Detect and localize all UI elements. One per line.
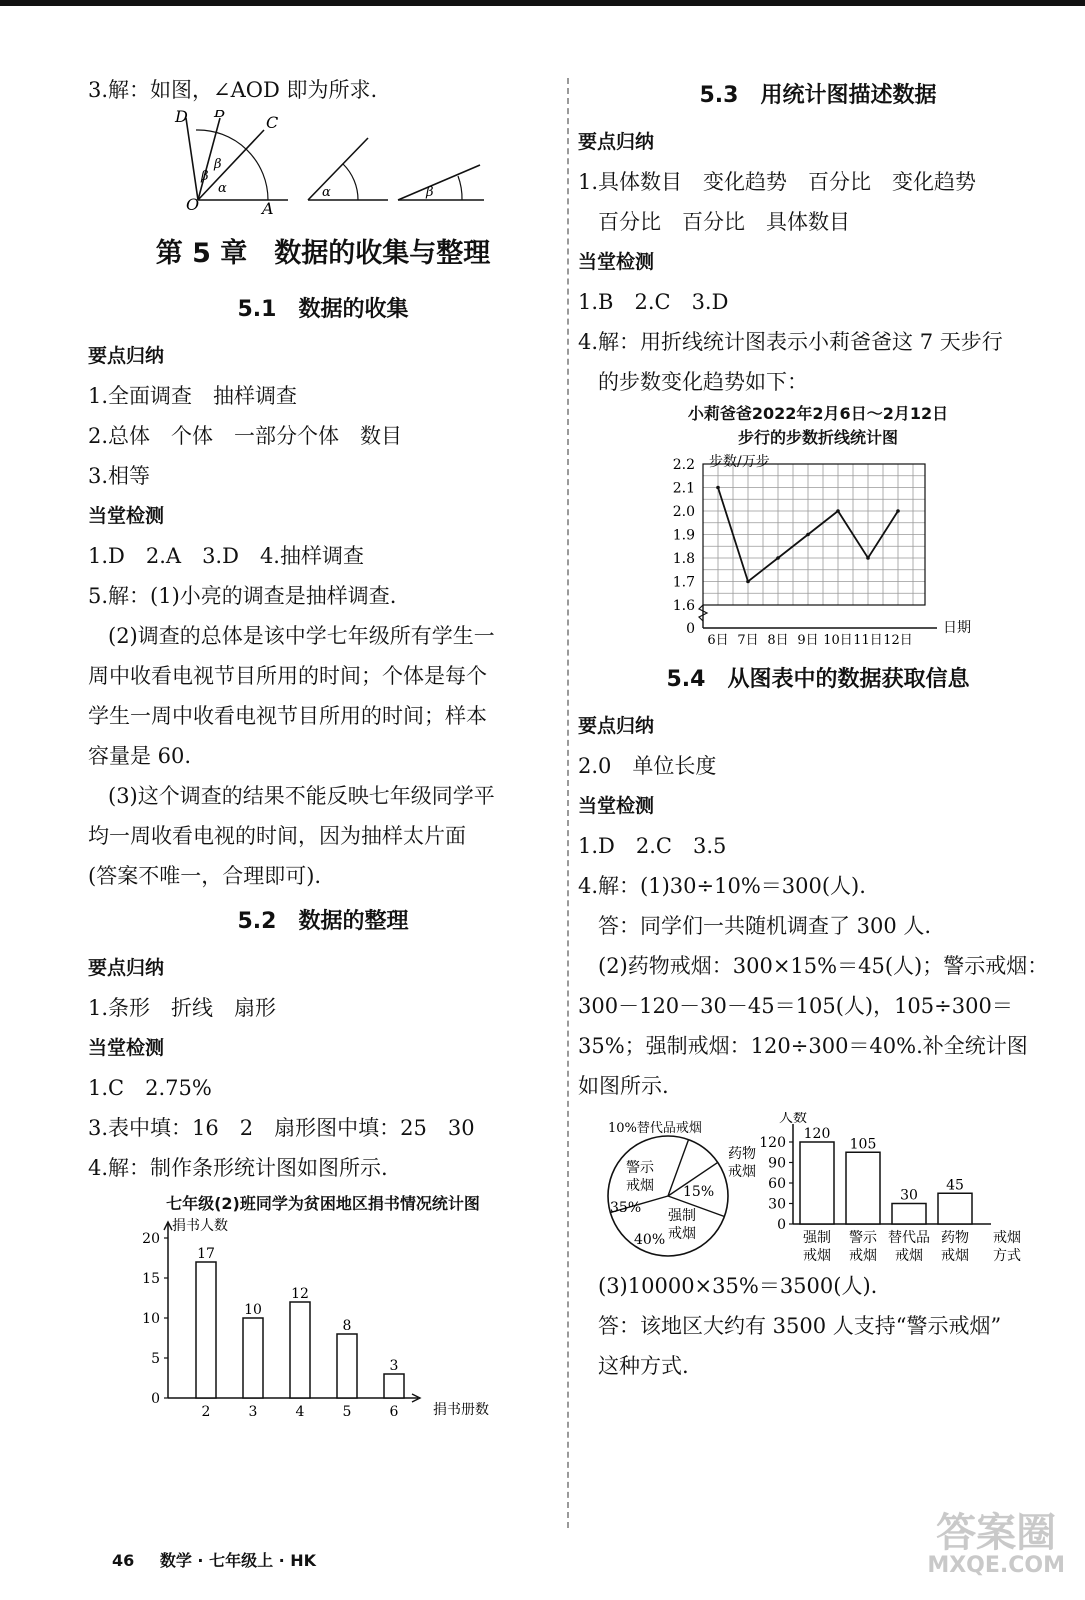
smoke-y-tick-label: 0	[777, 1217, 786, 1233]
top-rule	[0, 0, 1085, 6]
s52-line-3: 3.表中填：16 2 扇形图中填：25 30	[88, 1116, 475, 1140]
smoke-bar	[938, 1193, 972, 1224]
s51-line-12: (答案不唯一，合理即可).	[88, 864, 322, 888]
book-x-tick-label: 3	[248, 1404, 258, 1416]
step-y-tick-label: 1.7	[672, 574, 695, 591]
step-y-tick-label: 1.6	[672, 598, 695, 614]
q3-angle: 3.解：如图，∠AOD 即为所求.	[88, 78, 378, 102]
s54-key-points: 要点归纳	[578, 715, 655, 737]
step-point	[716, 486, 720, 490]
smoke-x-label: 方式	[993, 1248, 1021, 1262]
smoke-y-tick-label: 90	[768, 1155, 786, 1172]
s53-line-5: 的步数变化趋势如下：	[598, 370, 808, 394]
s53-line-3: 1.B 2.C 3.D	[578, 290, 729, 314]
book-x-tick-label: 4	[295, 1404, 305, 1416]
s54-line-5: (2)药物戒烟：300×15%＝45(人)；警示戒烟：	[598, 954, 1049, 978]
step-x-tick-label: 8日	[767, 633, 789, 648]
label-d: D	[175, 110, 188, 126]
step-x-label: 日期	[943, 620, 971, 636]
s54-line-2: 1.D 2.C 3.5	[578, 834, 727, 858]
s53-check: 当堂检测	[578, 251, 655, 273]
step-y-tick-label: 2.1	[672, 480, 695, 497]
label-beta-1: β	[201, 169, 209, 184]
book-y-label: 捐书人数	[172, 1218, 228, 1234]
step-point	[866, 556, 870, 560]
s54-line-6: 300－120－30－45＝105(人)，105÷300＝	[578, 994, 1013, 1018]
s51-line-11: 均一周收看电视的时间，因为抽样太片面	[88, 824, 466, 848]
step-point	[746, 580, 750, 584]
page-number: 46	[112, 1551, 135, 1570]
smoking-bar-chart	[759, 1112, 1021, 1262]
section-5-2-title: 5.2 数据的整理	[237, 909, 409, 934]
pie-label-drug-2: 戒烟	[728, 1164, 756, 1180]
step-x-tick-label: 12日	[883, 633, 913, 648]
book-bar-value: 3	[389, 1358, 399, 1374]
smoke-bar-value: 105	[849, 1136, 877, 1153]
book-bar-value: 8	[342, 1318, 352, 1334]
s51-line-8: 学生一周中收看电视节目所用的时间；样本	[88, 704, 487, 728]
book-bar	[337, 1334, 357, 1398]
book-info: 数学 · 七年级上 · HK	[159, 1551, 317, 1570]
step-y-tick-label: 1.8	[672, 551, 695, 567]
smoke-bar	[892, 1204, 926, 1225]
label-beta-3: β	[426, 185, 434, 200]
step-x-tick-label: 9日	[797, 633, 819, 648]
smoke-x-tick-label: 警示	[849, 1230, 877, 1246]
watermark	[927, 1512, 1065, 1578]
book-chart-title: 七年级(2)班同学为贫困地区捐书情况统计图	[166, 1194, 480, 1213]
s51-line-2: 2.总体 个体 一部分个体 数目	[88, 424, 403, 448]
pie-label-force-pct: 40%	[634, 1232, 666, 1248]
s52-line-4: 4.解：制作条形统计图如图所示.	[88, 1156, 388, 1180]
smoke-x-tick-label: 药物	[941, 1230, 969, 1246]
column-divider	[567, 78, 569, 1528]
s51-line-10: (3)这个调查的结果不能反映七年级同学平	[108, 784, 495, 808]
s52-line-1: 1.条形 折线 扇形	[88, 996, 277, 1020]
book-bar	[196, 1262, 216, 1398]
s53-key-points: 要点归纳	[578, 131, 655, 153]
s53-line-1: 1.具体数目 变化趋势 百分比 变化趋势	[578, 170, 977, 194]
step-chart-subtitle: 步行的步数折线统计图	[737, 428, 898, 447]
smoke-y-tick-label: 30	[768, 1196, 786, 1213]
step-y-tick-label: 0	[686, 621, 695, 637]
step-x-tick-label: 7日	[737, 633, 759, 648]
pie-label-drug-pct: 15%	[683, 1184, 715, 1200]
book-y-tick-label: 0	[151, 1391, 160, 1407]
book-bar	[243, 1318, 263, 1398]
section-5-4-title: 5.4 从图表中的数据获取信息	[666, 667, 970, 692]
book-bar	[290, 1302, 310, 1398]
label-beta-2: β	[214, 157, 222, 172]
smoke-x-label: 戒烟	[993, 1230, 1021, 1246]
s51-line-7: 周中收看电视节目所用的时间；个体是每个	[88, 664, 487, 688]
s52-check: 当堂检测	[88, 1037, 165, 1059]
s54-line-9: (3)10000×35%＝3500(人).	[598, 1274, 878, 1298]
book-x-tick-label: 5	[342, 1404, 352, 1416]
smoke-x-tick-label: 替代品	[888, 1230, 930, 1246]
pie-label-warn-1: 警示	[626, 1160, 654, 1176]
s52-line-2: 1.C 2.75%	[88, 1076, 212, 1100]
section-5-1-title: 5.1 数据的收集	[237, 297, 409, 322]
watermark-line-1: 答案圈	[936, 1510, 1057, 1556]
figure-aod	[174, 110, 288, 218]
pie-label-force-1: 强制	[668, 1208, 696, 1224]
s51-line-5: 5.解：(1)小亮的调查是抽样调查.	[88, 584, 397, 608]
section-5-3-title: 5.3 用统计图描述数据	[699, 83, 937, 108]
label-a: A	[262, 199, 274, 218]
smoke-bar	[800, 1142, 834, 1224]
step-y-tick-label: 2.0	[672, 504, 695, 520]
step-point	[776, 556, 780, 560]
label-alpha-2: α	[322, 185, 331, 200]
step-point	[836, 509, 840, 513]
step-y-tick-label: 1.9	[672, 527, 695, 544]
left-column	[88, 70, 558, 1420]
step-point	[806, 533, 810, 537]
book-y-tick-label: 10	[142, 1311, 160, 1327]
right-column	[578, 70, 1058, 1386]
s51-line-9: 容量是 60.	[88, 744, 192, 768]
book-y-tick-label: 20	[142, 1231, 160, 1247]
step-y-label: 步数/万步	[709, 454, 770, 470]
chapter-title: 第 5 章 数据的收集与整理	[155, 238, 491, 269]
figure-beta	[398, 165, 484, 200]
book-bar	[384, 1374, 404, 1398]
s54-line-8: 如图所示.	[578, 1074, 669, 1098]
s54-line-4: 答：同学们一共随机调查了 300 人.	[598, 914, 932, 938]
s54-check: 当堂检测	[578, 795, 655, 817]
pie-label-warn-2: 戒烟	[626, 1178, 654, 1194]
s51-line-6: (2)调查的总体是该中学七年级所有学生一	[108, 624, 495, 648]
book-y-tick-label: 5	[151, 1351, 160, 1367]
label-o: O	[186, 195, 200, 214]
smoke-y-label: 人数	[779, 1112, 807, 1126]
smoke-bar-value: 30	[900, 1187, 918, 1204]
book-bar-value: 12	[291, 1286, 309, 1302]
label-alpha-1: α	[218, 181, 227, 196]
s54-line-1: 2.0 单位长度	[578, 754, 717, 778]
s51-key-points: 要点归纳	[88, 345, 165, 367]
book-x-tick-label: 6	[389, 1404, 399, 1416]
book-x-tick-label: 2	[201, 1404, 211, 1416]
s52-key-points: 要点归纳	[88, 957, 165, 979]
book-bar-value: 17	[197, 1246, 215, 1262]
pie-label-substitute: 10%替代品戒烟	[608, 1121, 702, 1136]
pie-label-force-2: 戒烟	[668, 1226, 696, 1242]
pie-label-drug-1: 药物	[728, 1146, 756, 1162]
book-y-tick-label: 15	[142, 1271, 160, 1287]
s54-line-10: 答：该地区大约有 3500 人支持“警示戒烟”	[598, 1314, 1002, 1338]
smoke-bar-value: 45	[946, 1177, 964, 1194]
step-x-tick-label: 11日	[853, 633, 883, 648]
smoke-y-tick-label: 60	[768, 1176, 786, 1192]
smoke-bar	[846, 1152, 880, 1224]
smoke-x-tick-label: 戒烟	[849, 1248, 877, 1262]
smoking-charts	[578, 1112, 1058, 1262]
book-bar-value: 10	[244, 1302, 262, 1318]
s51-line-3: 3.相等	[88, 464, 151, 488]
smoke-x-tick-label: 戒烟	[803, 1248, 831, 1262]
s54-line-3: 4.解：(1)30÷10%＝300(人).	[578, 874, 866, 898]
smoke-x-tick-label: 强制	[803, 1230, 831, 1246]
book-x-label: 捐书册数	[433, 1402, 489, 1416]
page-footer	[112, 1548, 336, 1571]
smoke-x-tick-label: 戒烟	[941, 1248, 969, 1262]
smoke-y-tick-label: 120	[759, 1135, 786, 1151]
s51-line-4: 1.D 2.A 3.D 4.抽样调查	[88, 544, 364, 568]
step-y-tick-label: 2.2	[672, 457, 695, 473]
s51-check: 当堂检测	[88, 505, 165, 527]
label-c: C	[266, 113, 279, 132]
s51-line-1: 1.全面调查 抽样调查	[88, 384, 298, 408]
step-chart-title: 小莉爸爸2022年2月6日～2月12日	[687, 404, 949, 423]
step-x-tick-label: 6日	[707, 633, 729, 648]
step-line-chart	[578, 450, 1058, 650]
watermark-line-2: MXQE.COM	[927, 1553, 1065, 1578]
label-b: B	[214, 110, 226, 121]
step-x-tick-label: 10日	[823, 633, 853, 648]
smoking-pie-chart	[608, 1120, 756, 1256]
book-bar-chart	[88, 1216, 558, 1416]
s53-line-2: 百分比 百分比 具体数目	[598, 210, 850, 234]
smoke-x-tick-label: 戒烟	[895, 1248, 923, 1262]
s54-line-11: 这种方式.	[598, 1354, 689, 1378]
s53-line-4: 4.解：用折线统计图表示小莉爸爸这 7 天步行	[578, 330, 1003, 354]
smoke-bar-value: 120	[803, 1126, 831, 1142]
step-point	[896, 509, 900, 513]
s54-line-7: 35%；强制戒烟：120÷300＝40%.补全统计图	[578, 1034, 1028, 1058]
pie-label-warn-pct: 35%	[610, 1200, 642, 1216]
figure-alpha	[308, 138, 388, 200]
angle-figures	[88, 110, 558, 220]
